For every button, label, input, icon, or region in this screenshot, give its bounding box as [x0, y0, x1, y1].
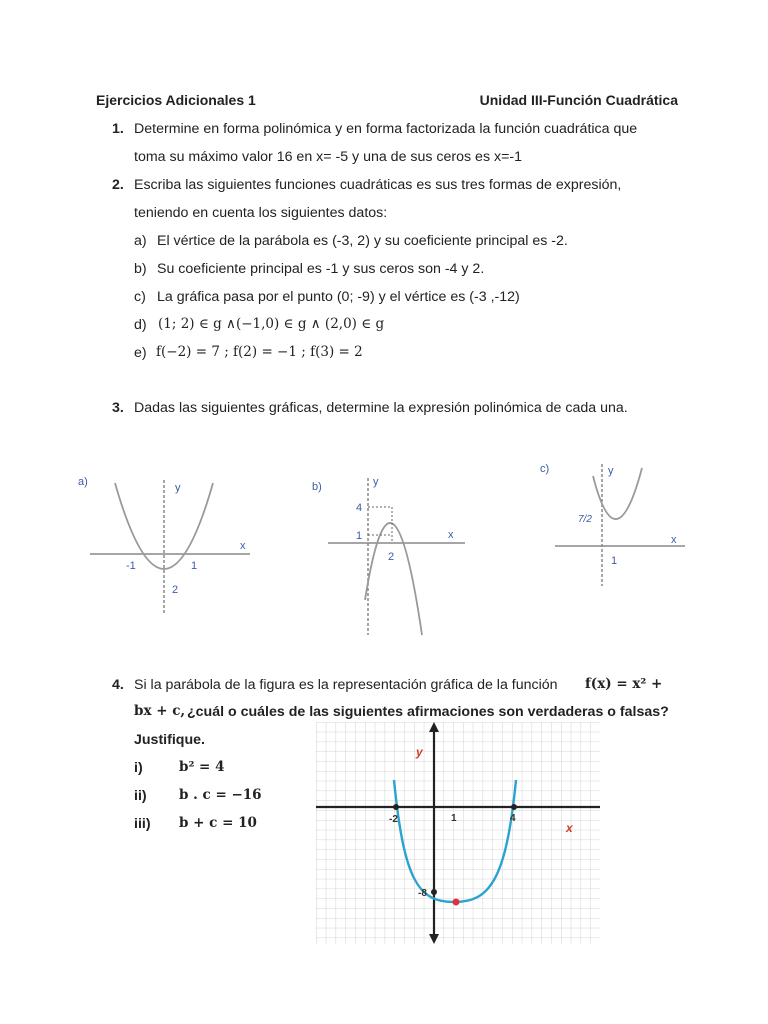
q2-line2: teniendo en cuenta los siguientes datos:: [134, 205, 388, 221]
graph-c-x-label: x: [671, 534, 677, 546]
graph-c-label: c): [540, 463, 550, 475]
q3-text: Dadas las siguientes gráficas, determine la expresión polinómica de cada una.: [134, 400, 628, 416]
q2-item-d-math: (1; 2) ∈ g ∧(−1,0) ∈ g ∧ (2,0) ∈ g: [158, 316, 385, 332]
graph-b-y-label: y: [373, 476, 379, 488]
q4-item-iii-label: iii): [134, 816, 151, 832]
q2-item-e-letter: e): [134, 345, 147, 361]
graph-q4-x-label: x: [566, 821, 573, 835]
graph-a: [70, 465, 260, 615]
graph-q4-tick-neg2: -2: [389, 814, 398, 825]
q4-number: 4.: [112, 677, 124, 693]
graph-q4-y-label: y: [416, 745, 423, 759]
graph-c: [540, 458, 690, 588]
graph-b-label: b): [312, 481, 322, 493]
q2-item-a-text: El vértice de la parábola es (-3, 2) y su coeficiente principal es -2.: [157, 233, 568, 249]
q2-item-a-letter: a): [134, 233, 147, 249]
graph-a-label: a): [78, 476, 88, 488]
q2-number: 2.: [112, 177, 124, 193]
q2-item-c-letter: c): [134, 289, 146, 305]
graph-b: [310, 470, 470, 640]
graph-b-parabola: [365, 523, 422, 635]
q4-item-i-label: i): [134, 760, 143, 776]
q4-line1: Si la parábola de la figura es la representación gráfica de la función: [134, 677, 558, 693]
graph-a-tick-y: 2: [172, 584, 179, 596]
graph-c-tick-x: 1: [611, 555, 618, 567]
q1-line1: Determine en forma polinómica y en forma factorizada la función cuadrática que: [134, 121, 638, 137]
graph-a-tick-1: 1: [191, 560, 198, 572]
header-right: Unidad III-Función Cuadrática: [479, 92, 678, 108]
graph-b-tick-1: 1: [356, 530, 363, 542]
q4-item-ii-label: ii): [134, 788, 147, 804]
graph-b-x-label: x: [448, 529, 454, 541]
q4-item-ii-math: b . c = −16: [179, 787, 262, 803]
graph-a-y-label: y: [175, 482, 181, 494]
graph-q4: [316, 722, 600, 944]
graph-q4-root-4: [511, 804, 517, 810]
graph-q4-tick-1: 1: [451, 813, 457, 824]
q2-item-b-letter: b): [134, 261, 147, 277]
graph-c-tick-y: 7/2: [578, 514, 592, 525]
q2-line1: Escriba las siguientes funciones cuadráticas es sus tres formas de expresión,: [134, 177, 622, 193]
q4-item-i-math: b² = 4: [179, 759, 225, 775]
graph-q4-tick-4: 4: [510, 813, 516, 824]
graph-b-tick-x2: 2: [388, 551, 395, 563]
q2-item-e-math: f(−2) = 7 ; f(2) = −1 ; f(3) = 2: [156, 344, 363, 360]
q4-line2-math: bx + c,: [134, 703, 186, 719]
header-left: Ejercicios Adicionales 1: [96, 92, 256, 108]
graph-a-x-label: x: [240, 540, 246, 552]
q4-item-iii-math: b + c = 10: [179, 815, 257, 831]
graph-c-y-label: y: [608, 465, 614, 477]
graph-q4-root-neg2: [393, 804, 399, 810]
q2-item-b-text: Su coeficiente principal es -1 y sus ceros son -4 y 2.: [157, 261, 485, 277]
graph-c-parabola: [593, 468, 642, 519]
q1-number: 1.: [112, 121, 124, 137]
q1-line2: toma su máximo valor 16 en x= -5 y una de sus ceros es x=-1: [134, 149, 522, 165]
graph-q4-grid: [316, 722, 600, 944]
graph-b-tick-4: 4: [356, 502, 363, 514]
q4-line1-math: f(x) = x² +: [585, 676, 663, 692]
graph-q4-tick-neg8: -8: [418, 888, 427, 899]
q4-justify: Justifique.: [134, 732, 205, 748]
graph-a-tick-neg1: -1: [126, 560, 136, 572]
q2-item-d-letter: d): [134, 317, 147, 333]
q2-item-c-text: La gráfica pasa por el punto (0; -9) y el vértice es (-3 ,-12): [157, 289, 520, 305]
graph-q4-vertex: [453, 899, 460, 906]
q3-number: 3.: [112, 400, 124, 416]
q4-line2: ¿cuál o cuáles de las siguientes afirmaciones son verdaderas o falsas?: [187, 704, 669, 720]
graph-q4-y-intercept: [431, 889, 437, 895]
